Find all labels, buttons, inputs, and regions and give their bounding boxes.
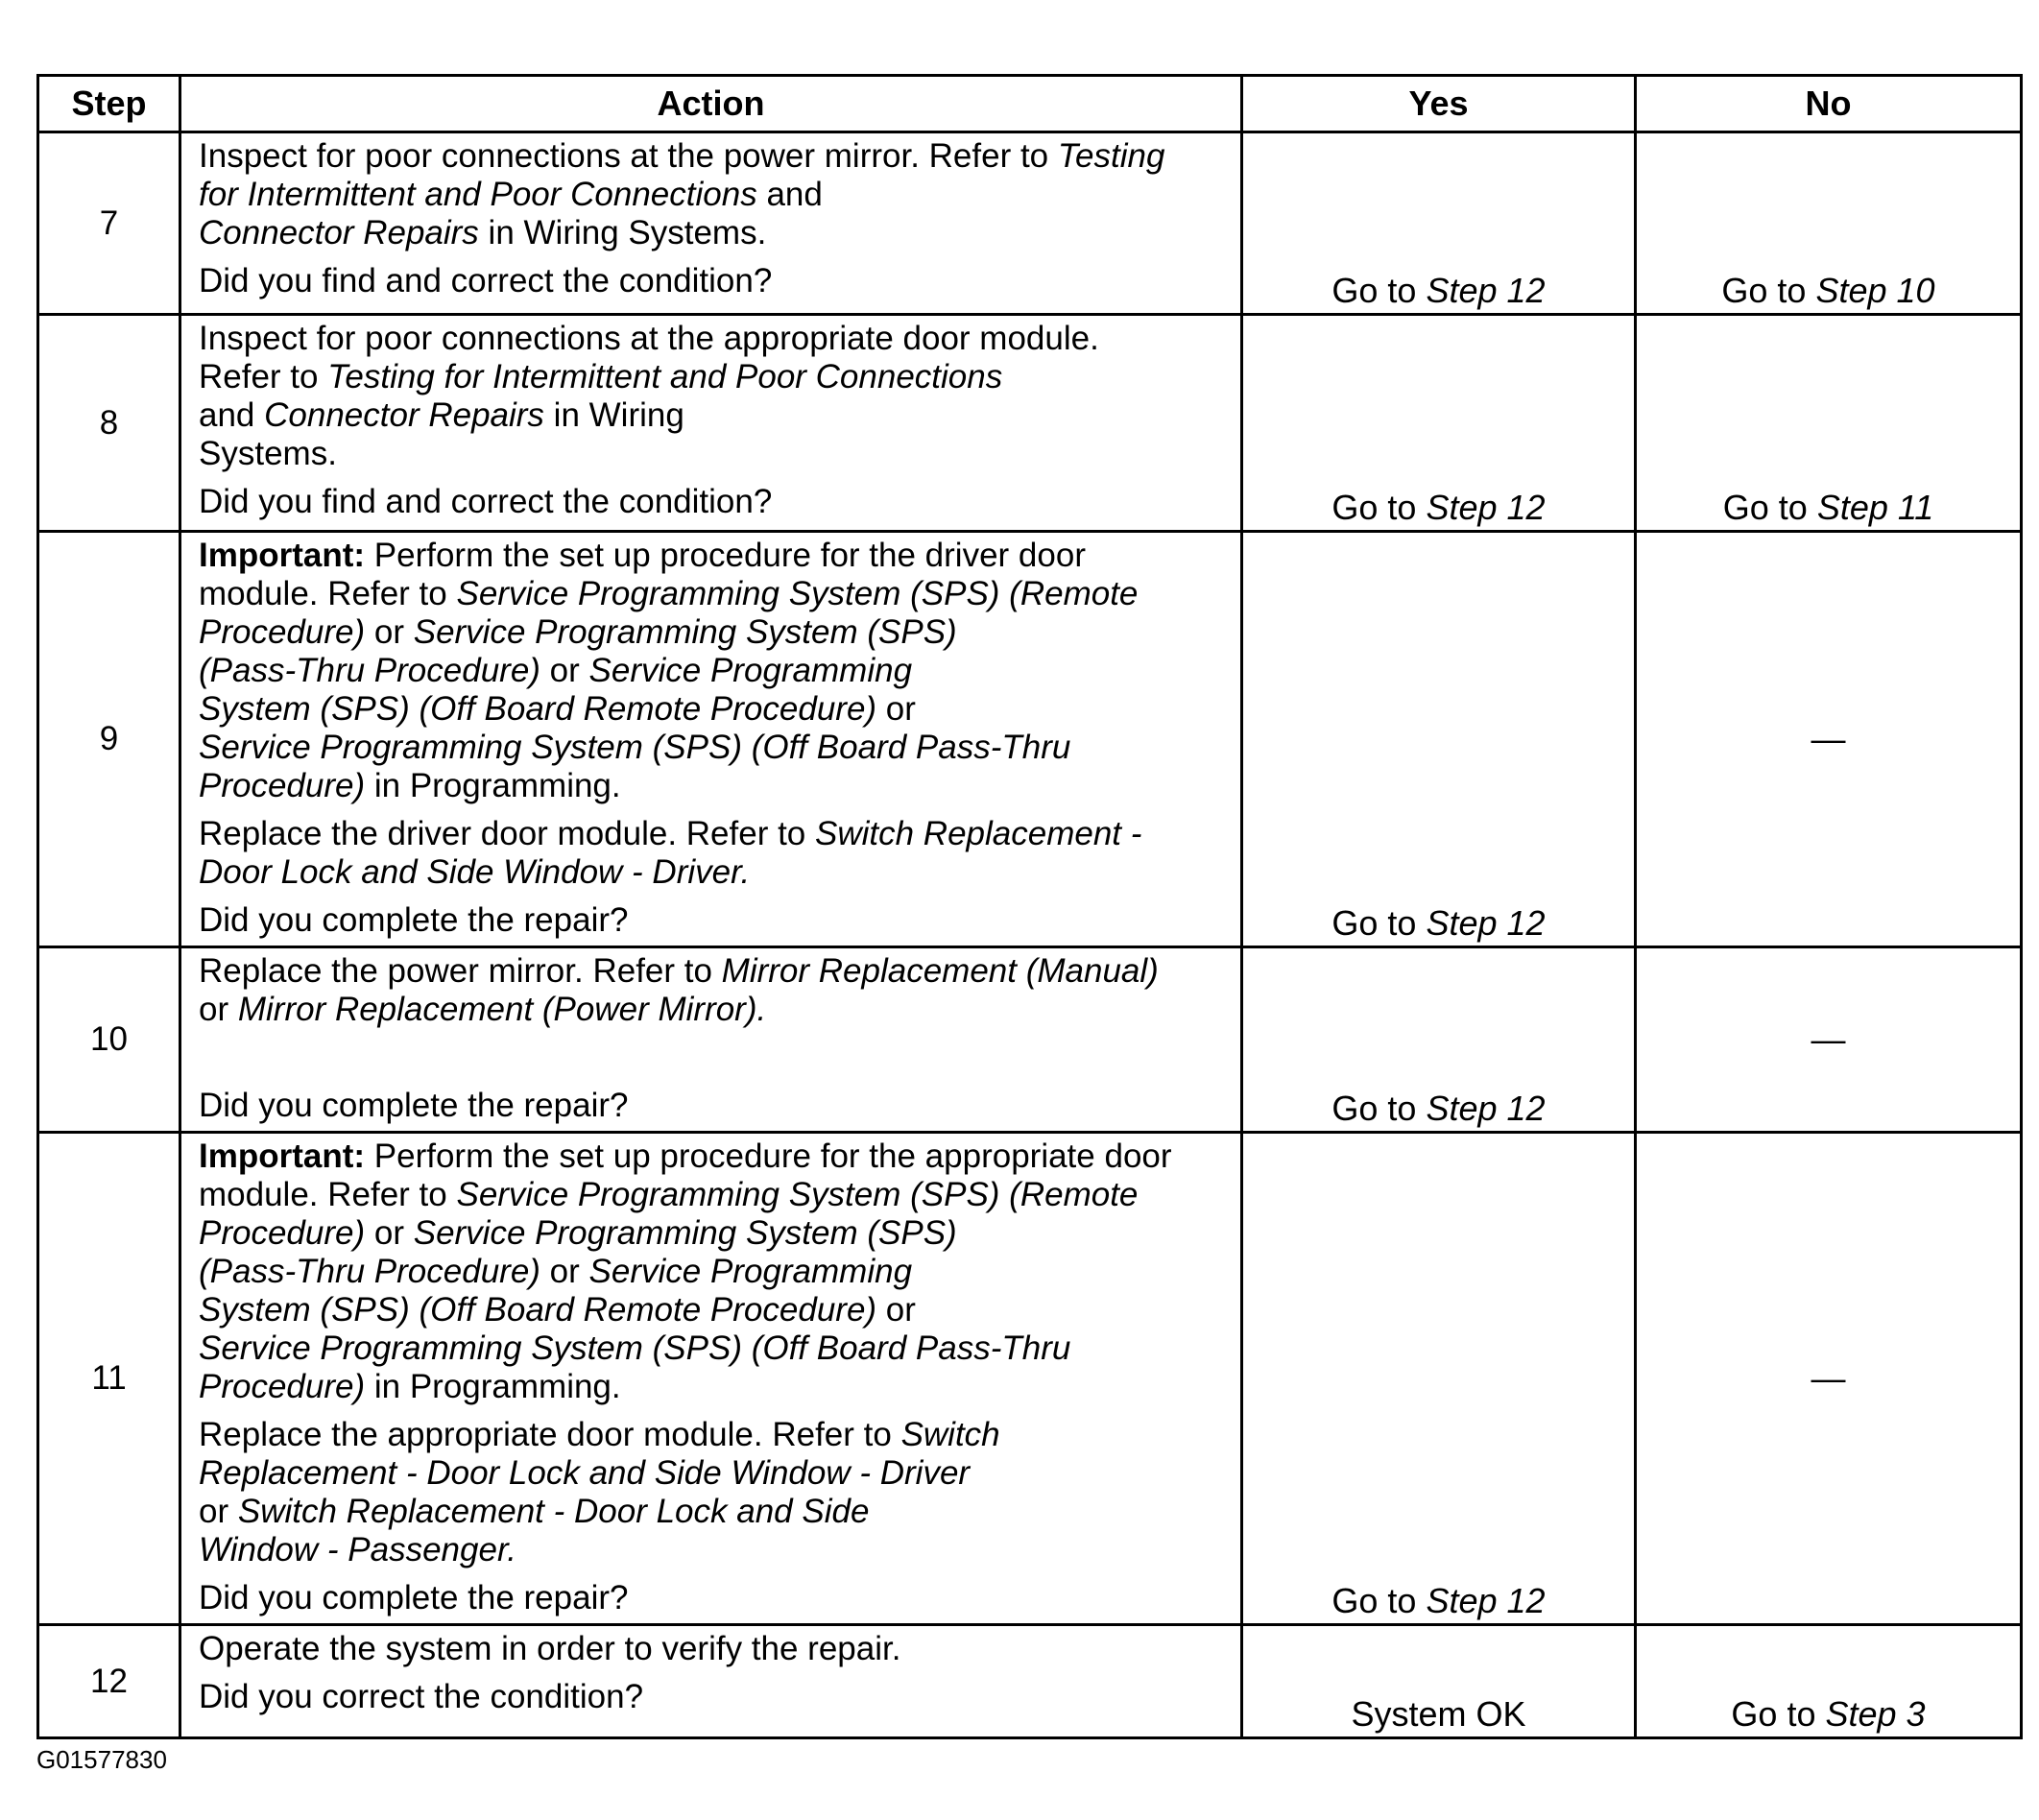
step-number: 12 xyxy=(38,1625,180,1738)
action-paragraph: Important: Perform the set up procedure for the driver door module. Refer to Service Programming System (SPS) (Remote Procedure) or Service Programming System (SPS) (Pass-Thru Procedure) or Service Programming System (SPS) (Off Board Remote Procedure) or Service Programming System (SPS) (Off Board Pass-Thru Procedure) in Programming. xyxy=(199,537,1139,804)
no-result-dash: — xyxy=(1636,947,2022,1133)
table-row xyxy=(38,132,2022,315)
yes-result: Go to Step 12 xyxy=(1242,532,1636,947)
reference-title: Service Programming System (SPS) (Off Board Pass-Thru xyxy=(199,729,1071,766)
reference-title: Procedure) xyxy=(199,767,366,804)
step-number: 10 xyxy=(38,947,180,1133)
reference-title: Service Programming System (SPS) (Off Board Pass-Thru xyxy=(199,1329,1071,1367)
reference-title: System (SPS) (Off Board Remote Procedure) xyxy=(199,1291,877,1329)
action-text xyxy=(180,132,1242,315)
table-row xyxy=(38,532,2022,947)
reference-title: Step 12 xyxy=(1426,903,1546,943)
no-result-dash: — xyxy=(1636,1133,2022,1625)
action-paragraph: Inspect for poor connections at the appropriate door module. Refer to Testing for Intermittent and Poor Connections and Connector Repairs in Wiring Systems. xyxy=(199,320,1099,472)
reference-title: Procedure) xyxy=(199,1368,366,1405)
reference-title: Procedure) xyxy=(199,1214,366,1252)
step-number: 9 xyxy=(38,532,180,947)
reference-title: Testing xyxy=(1057,137,1165,175)
yes-result: Go to Step 12 xyxy=(1242,315,1636,532)
action-paragraph: Operate the system in order to verify the repair. xyxy=(199,1630,901,1667)
reference-title: Mirror Replacement (Manual) xyxy=(721,952,1159,990)
header-step: Step xyxy=(38,76,180,132)
reference-title: for Intermittent and Poor Connections xyxy=(199,176,757,213)
no-result-dash: — xyxy=(1636,532,2022,947)
no-result: Go to Step 3 xyxy=(1636,1625,2022,1738)
table-row xyxy=(38,1625,2022,1738)
yes-result: System OK xyxy=(1242,1625,1636,1738)
action-text xyxy=(180,1133,1242,1625)
reference-title: Step 12 xyxy=(1426,1581,1546,1620)
reference-title: Step 3 xyxy=(1825,1694,1926,1734)
action-paragraph: Replace the power mirror. Refer to Mirror Replacement (Manual) or Mirror Replacement (Power Mirror). xyxy=(199,952,1159,1028)
step-number: 11 xyxy=(38,1133,180,1625)
reference-title: Service Programming System (SPS) (Remote xyxy=(456,575,1139,612)
figure-id: G01577830 xyxy=(36,1745,167,1774)
emphasis-label: Important: xyxy=(199,537,366,574)
reference-title: Switch xyxy=(900,1416,1000,1453)
reference-title: Step 12 xyxy=(1426,271,1546,310)
diagnostic-table xyxy=(36,74,2023,1739)
reference-title: Service Programming System (SPS) (Remote xyxy=(456,1176,1139,1213)
action-text xyxy=(180,1625,1242,1738)
reference-title: Step 12 xyxy=(1426,1089,1546,1128)
reference-title: System (SPS) (Off Board Remote Procedure) xyxy=(199,690,877,728)
reference-title: Switch Replacement - Door Lock and Side xyxy=(237,1493,870,1530)
action-paragraph: Did you correct the condition? xyxy=(199,1678,644,1715)
reference-title: Service Programming System (SPS) xyxy=(413,1214,957,1252)
reference-title: (Pass-Thru Procedure) xyxy=(199,652,540,689)
action-text xyxy=(180,532,1242,947)
reference-title: Switch Replacement - xyxy=(815,815,1142,852)
action-text xyxy=(180,315,1242,532)
header-row xyxy=(38,76,2022,132)
action-paragraph: Inspect for poor connections at the power mirror. Refer to Testing for Intermittent and Poor Connections and Connector Repairs in Wiring Systems. xyxy=(199,137,1165,251)
reference-title: Service Programming xyxy=(588,652,913,689)
action-paragraph: Did you find and correct the condition? xyxy=(199,262,773,299)
reference-title: Service Programming xyxy=(588,1253,913,1290)
action-paragraph: Did you complete the repair? xyxy=(199,1087,629,1124)
action-paragraph: Did you complete the repair? xyxy=(199,901,629,939)
reference-title: Procedure) xyxy=(199,613,366,651)
yes-result: Go to Step 12 xyxy=(1242,132,1636,315)
yes-result: Go to Step 12 xyxy=(1242,1133,1636,1625)
reference-title: Connector Repairs xyxy=(264,396,544,434)
reference-title: Door Lock and Side Window - Driver. xyxy=(199,853,751,891)
action-paragraph: Did you find and correct the condition? xyxy=(199,483,773,520)
action-paragraph: Important: Perform the set up procedure for the appropriate door module. Refer to Service Programming System (SPS) (Remote Procedure) or Service Programming System (SPS) (Pass-Thru Procedure) or Service Programming System (SPS) (Off Board Remote Procedure) or Service Programming System (SPS) (Off Board Pass-Thru Procedure) in Programming. xyxy=(199,1138,1172,1405)
no-result: Go to Step 11 xyxy=(1636,315,2022,532)
table-row xyxy=(38,1133,2022,1625)
reference-title: Step 10 xyxy=(1815,271,1935,310)
reference-title: Testing for Intermittent and Poor Connections xyxy=(327,358,1003,395)
table-row xyxy=(38,947,2022,1133)
paragraph-spacer xyxy=(199,1039,1223,1077)
reference-title: Window - Passenger. xyxy=(199,1531,517,1569)
header-no: No xyxy=(1636,76,2022,132)
action-paragraph: Replace the appropriate door module. Refer to Switch Replacement - Door Lock and Side Window - Driver or Switch Replacement - Door Lock and Side Window - Passenger. xyxy=(199,1416,1000,1569)
table-row xyxy=(38,315,2022,532)
step-number: 8 xyxy=(38,315,180,532)
reference-title: Service Programming System (SPS) xyxy=(413,613,957,651)
emphasis-label: Important: xyxy=(199,1138,366,1175)
reference-title: Step 12 xyxy=(1426,488,1546,527)
header-yes: Yes xyxy=(1242,76,1636,132)
action-paragraph: Did you complete the repair? xyxy=(199,1579,629,1616)
action-paragraph: Replace the driver door module. Refer to Switch Replacement - Door Lock and Side Window - Driver. xyxy=(199,815,1142,891)
header-action: Action xyxy=(180,76,1242,132)
reference-title: Replacement - Door Lock and Side Window - Driver xyxy=(199,1454,971,1492)
reference-title: Connector Repairs xyxy=(199,214,479,251)
action-text xyxy=(180,947,1242,1133)
reference-title: Mirror Replacement (Power Mirror). xyxy=(237,991,767,1028)
reference-title: Step 11 xyxy=(1816,488,1934,527)
reference-title: (Pass-Thru Procedure) xyxy=(199,1253,540,1290)
yes-result: Go to Step 12 xyxy=(1242,947,1636,1133)
no-result: Go to Step 10 xyxy=(1636,132,2022,315)
step-number: 7 xyxy=(38,132,180,315)
